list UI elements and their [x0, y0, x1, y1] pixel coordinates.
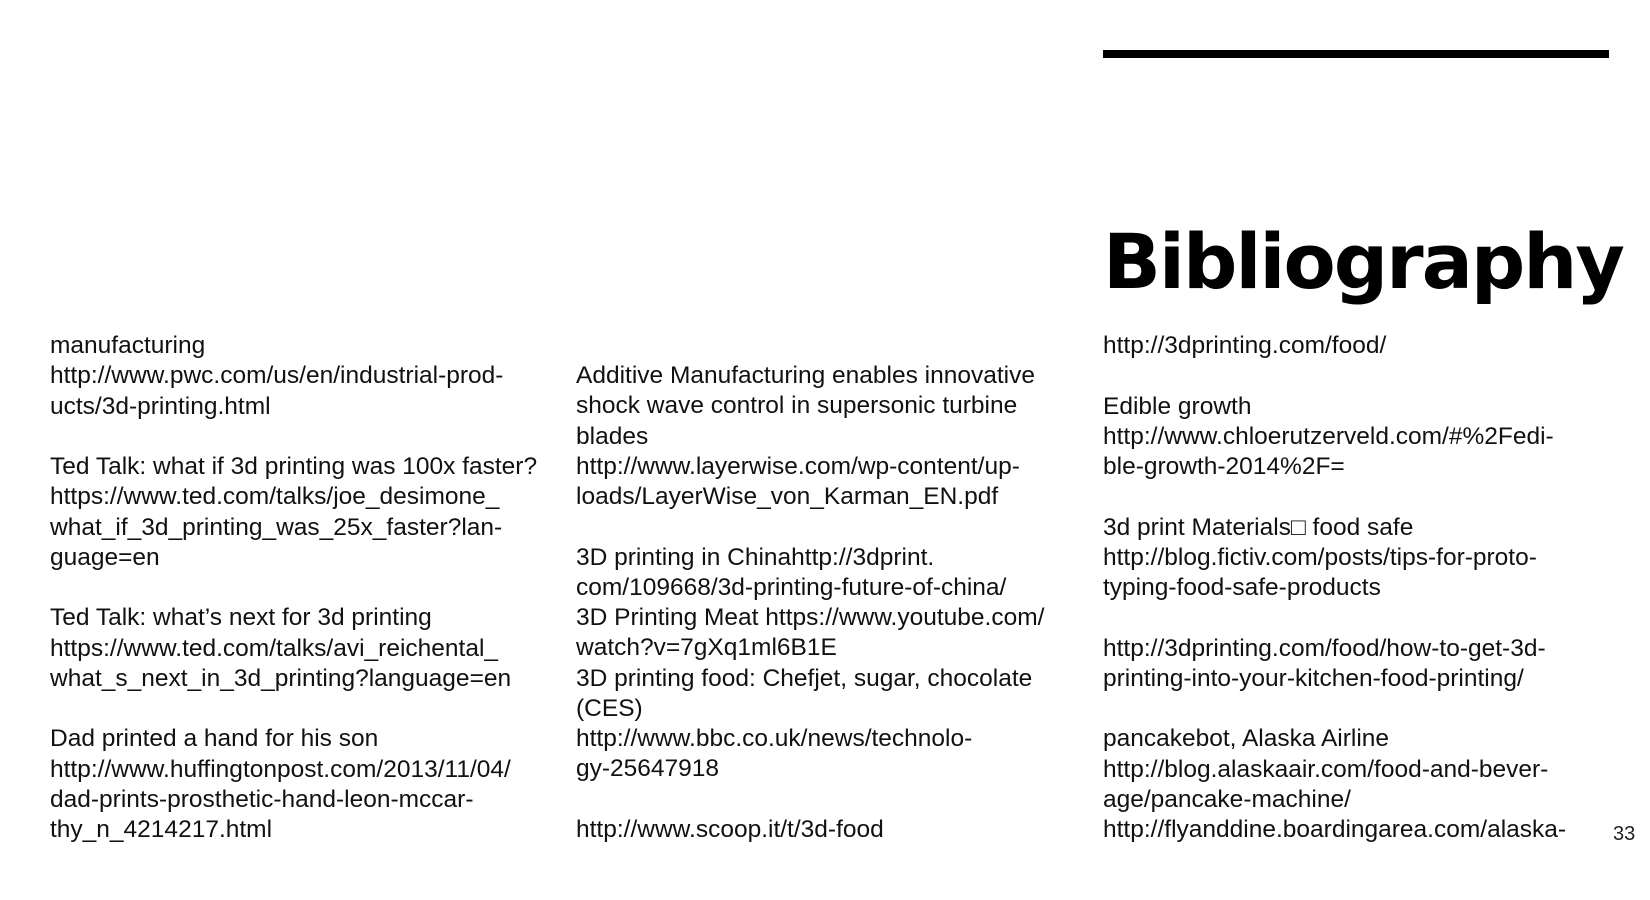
bibliography-line [1103, 482, 1623, 512]
bibliography-line: 3D printing in Chinahttp://3dprint. [576, 543, 935, 571]
bibliography-line: http://blog.alaskaair.com/food-and-bever- [1103, 755, 1549, 783]
title-rule [1103, 50, 1609, 58]
bibliography-line: guage=en [50, 543, 160, 571]
bibliography-line: shock wave control in supersonic turbine [576, 392, 1018, 420]
page-number: 33 [1613, 823, 1636, 845]
bibliography-line [50, 422, 570, 452]
slide-title: Bibliography [1103, 217, 1623, 306]
bibliography-line: blades [576, 422, 649, 450]
bibliography-line: ble-growth-2014%2F= [1103, 453, 1345, 480]
bibliography-line: http://flyanddine.boardingarea.com/alaska- [1103, 816, 1567, 843]
bibliography-line: http://www.huffingtonpost.com/2013/11/04/ [50, 755, 511, 783]
bibliography-line [1103, 361, 1623, 391]
bibliography-line: ucts/3d-printing.html [50, 392, 271, 420]
bibliography-line: http://www.bbc.co.uk/news/technolo- [576, 725, 973, 752]
bibliography-line: Ted Talk: what if 3d printing was 100x faster? [50, 453, 538, 480]
bibliography-line: typing-food-safe-products [1103, 574, 1381, 601]
bibliography-line [1103, 694, 1623, 724]
bibliography-line: Ted Talk: what’s next for 3d printing [50, 604, 432, 632]
bibliography-column-1 [50, 331, 570, 845]
bibliography-line: watch?v=7gXq1ml6B1E [576, 634, 837, 662]
bibliography-line: pancakebot, Alaska Airline [1103, 725, 1390, 753]
bibliography-line: what_s_next_in_3d_printing?language=en [50, 664, 512, 692]
bibliography-line: dad-prints-prosthetic-hand-leon-mccar- [50, 785, 474, 813]
bibliography-line: what_if_3d_printing_was_25x_faster?lan- [50, 513, 503, 541]
bibliography-line: loads/LayerWise_von_Karman_EN.pdf [576, 483, 999, 510]
bibliography-line: http://3dprinting.com/food/ [1103, 332, 1387, 359]
bibliography-line: http://www.scoop.it/t/3d-food [576, 815, 884, 843]
bibliography-line [576, 512, 1096, 542]
bibliography-line: http://blog.fictiv.com/posts/tips-for-proto- [1103, 543, 1537, 571]
bibliography-line: Edible growth [1103, 392, 1252, 420]
bibliography-line: 3d print Materials□ food safe [1103, 513, 1414, 541]
bibliography-column-3 [1103, 331, 1623, 845]
bibliography-line: printing-into-your-kitchen-food-printing/ [1103, 664, 1524, 692]
bibliography-line: https://www.ted.com/talks/joe_desimone_ [50, 483, 500, 511]
bibliography-line: 3D printing food: Chefjet, sugar, chocolate [576, 664, 1033, 692]
bibliography-line: manufacturing [50, 332, 206, 359]
bibliography-line: http://www.pwc.com/us/en/industrial-prod- [50, 362, 504, 390]
bibliography-line: http://3dprinting.com/food/how-to-get-3d- [1103, 634, 1546, 662]
bibliography-line: com/109668/3d-printing-future-of-china/ [576, 573, 1007, 601]
bibliography-line: http://www.layerwise.com/wp-content/up- [576, 452, 1020, 480]
bibliography-line: age/pancake-machine/ [1103, 785, 1351, 813]
bibliography-line: https://www.ted.com/talks/avi_reichental_ [50, 634, 499, 662]
bibliography-line: Additive Manufacturing enables innovative [576, 362, 1035, 389]
bibliography-line: (CES) [576, 694, 643, 722]
bibliography-line: thy_n_4214217.html [50, 816, 273, 843]
bibliography-line: Dad printed a hand for his son [50, 725, 379, 753]
bibliography-line [576, 785, 1096, 815]
bibliography-line [50, 573, 570, 603]
bibliography-line [1103, 603, 1623, 633]
bibliography-line: http://www.chloerutzerveld.com/#%2Fedi- [1103, 422, 1554, 450]
bibliography-line [50, 694, 570, 724]
bibliography-column-2 [576, 361, 1096, 845]
bibliography-line: 3D Printing Meat https://www.youtube.com/ [576, 604, 1045, 631]
bibliography-line: gy-25647918 [576, 755, 720, 783]
